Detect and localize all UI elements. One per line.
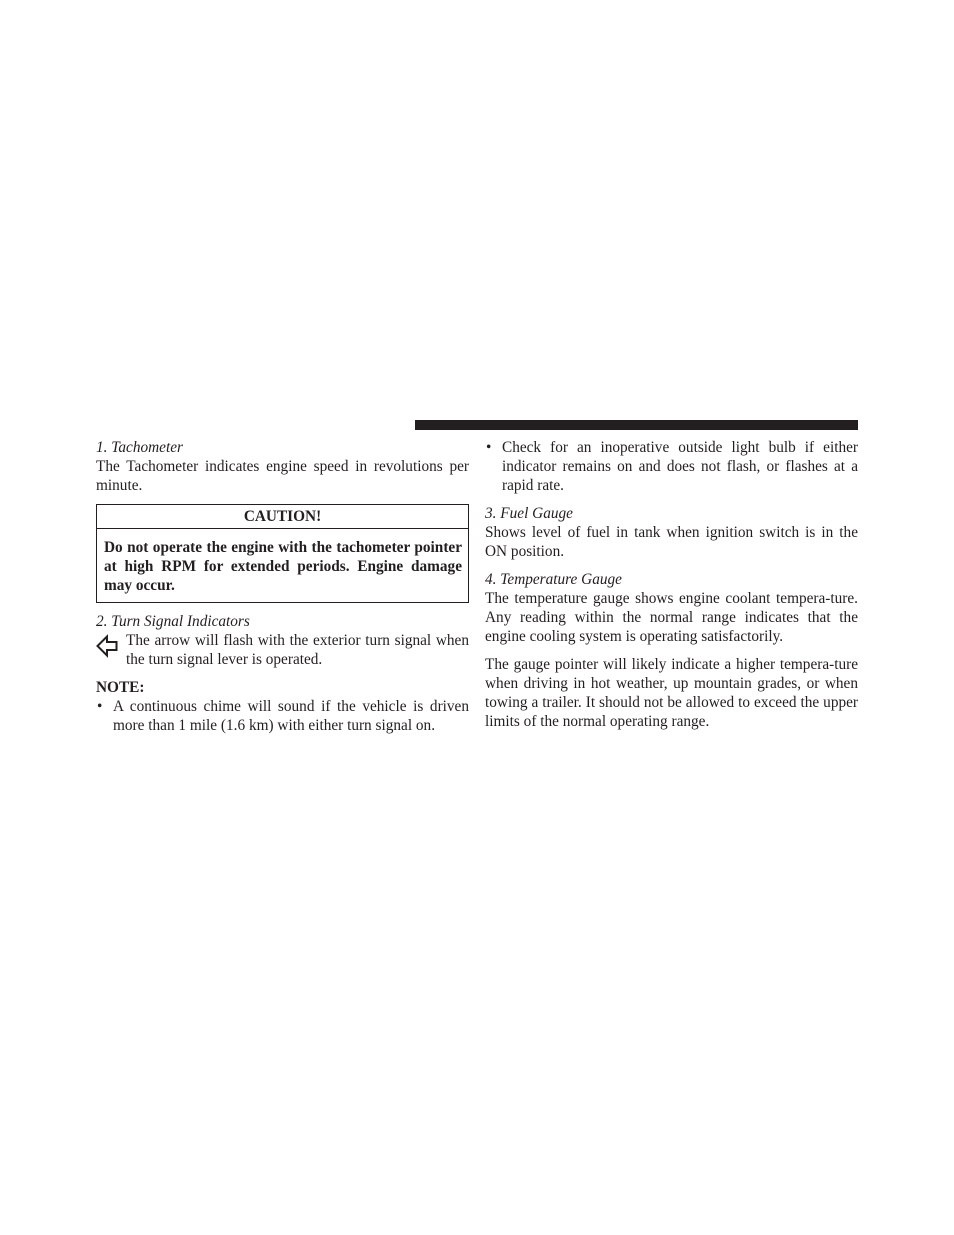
tachometer-section (96, 438, 469, 495)
left-arrow-outline-icon (96, 634, 118, 658)
right-bullet-text: Check for an inoperative outside light bulb if either indicator remains on and does not flash, or flashes at a rapid rate. (502, 439, 858, 494)
right-column (485, 438, 858, 731)
tachometer-text: The Tachometer indicates engine speed in revolutions per minute. (96, 458, 469, 494)
turn-signal-section (96, 612, 469, 669)
section-header-bar (415, 420, 858, 430)
caution-title: CAUTION! (97, 505, 468, 529)
fuel-gauge-section (485, 504, 858, 561)
note-section (96, 678, 469, 735)
bullet-icon: • (486, 439, 492, 456)
note-label: NOTE: (96, 679, 145, 696)
temperature-gauge-section (485, 570, 858, 731)
note-bullet-text: A continuous chime will sound if the vehicle is driven more than 1 mile (1.6 km) with either turn signal on. (113, 698, 469, 734)
right-bullets (485, 438, 858, 495)
temperature-gauge-text-1: The temperature gauge shows engine coolant tempera-ture. Any reading within the normal range indicates that the engine cooling system is operating satisfactorily. (485, 590, 858, 645)
temperature-gauge-text-2: The gauge pointer will likely indicate a higher tempera-ture when driving in hot weather, up mountain grades, or when towing a trailer. It should not be allowed to exceed the upper limits of the normal operating range. (485, 656, 858, 730)
bullet-icon: • (97, 698, 103, 715)
note-bullets (96, 697, 469, 735)
caution-body: Do not operate the engine with the tachometer pointer at high RPM for extended periods. Engine damage may occur. (104, 539, 462, 594)
turn-signal-text: The arrow will flash with the exterior turn signal when the turn signal lever is operated. (126, 632, 469, 668)
fuel-gauge-heading: 3. Fuel Gauge (485, 505, 573, 522)
list-item (96, 697, 469, 735)
temperature-gauge-heading: 4. Temperature Gauge (485, 571, 622, 588)
turn-signal-heading: 2. Turn Signal Indicators (96, 613, 250, 630)
turn-signal-row (96, 631, 469, 669)
tachometer-heading: 1. Tachometer (96, 439, 183, 456)
left-column (96, 438, 469, 744)
fuel-gauge-text: Shows level of fuel in tank when ignition switch is in the ON position. (485, 524, 858, 560)
list-item (485, 438, 858, 495)
caution-box (96, 504, 469, 603)
